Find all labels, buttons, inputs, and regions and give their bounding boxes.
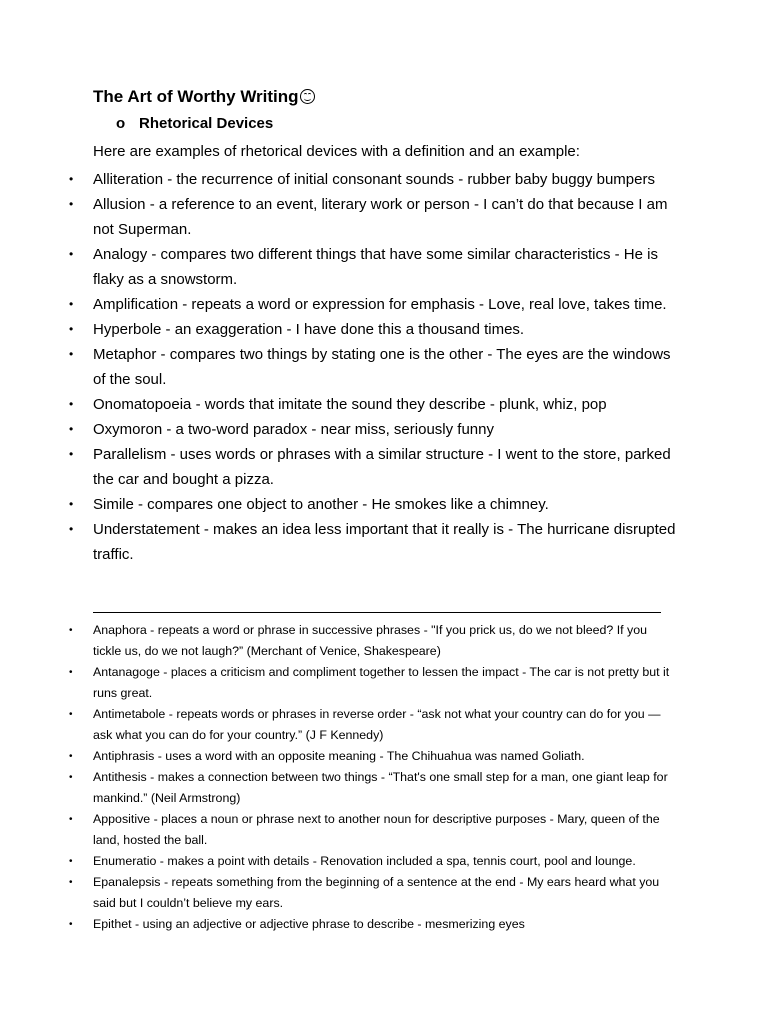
bullet: • [69, 397, 74, 411]
bullet: • [69, 297, 74, 311]
list-item [0, 167, 678, 192]
list-item [0, 417, 678, 442]
list-item [0, 767, 678, 809]
list-item [0, 392, 678, 417]
subheading-text: Rhetorical Devices [139, 115, 274, 132]
list-item-text: Hyperbole - an exaggeration - I have done this a thousand times. [93, 321, 525, 338]
bullet: • [69, 447, 74, 461]
bullet: • [69, 877, 73, 888]
list-item-text: Epithet - using an adjective or adjective phrase to describe - mesmerizing eyes [93, 917, 525, 931]
list-item-text: Appositive - places a noun or phrase next to another noun for descriptive purposes - Mary, queen of the land, hosted the ball. [93, 812, 660, 847]
bullet: • [69, 522, 74, 536]
list-item [0, 746, 678, 767]
main-device-list [0, 167, 768, 567]
bullet: • [69, 709, 73, 720]
bullet: • [69, 751, 73, 762]
list-item-text: Antimetabole - repeats words or phrases in reverse order - “ask not what your country can do for you — ask what you can do for your country.” (J F Kennedy) [93, 707, 661, 742]
document-title [93, 86, 315, 108]
smiley-face-icon [300, 89, 315, 104]
list-item [0, 342, 678, 392]
list-item [0, 872, 678, 914]
list-item-text: Understatement - makes an idea less important that it really is - The hurricane disrupted traffic. [93, 521, 676, 563]
bullet: • [69, 814, 73, 825]
bullet: • [69, 347, 74, 361]
list-item-text: Oxymoron - a two-word paradox - near miss, seriously funny [93, 421, 494, 438]
intro-paragraph: Here are examples of rhetorical devices with a definition and an example: [93, 143, 580, 160]
list-item-text: Enumeratio - makes a point with details - Renovation included a spa, tennis court, pool and lounge. [93, 854, 636, 868]
list-item-text: Anaphora - repeats a word or phrase in successive phrases - "If you prick us, do we not bleed? If you tickle us, do we not laugh?” (Merchant of Venice, Shakespeare) [93, 623, 648, 658]
list-item-text: Epanalepsis - repeats something from the beginning of a sentence at the end - My ears heard what you said but I couldn’t believe my ears. [93, 875, 660, 910]
document-title-text: The Art of Worthy Writing [93, 87, 299, 106]
subheading-bullet: o [116, 115, 126, 132]
list-item-text: Antithesis - makes a connection between two things - “That's one small step for a man, one giant leap for mankind.” (Neil Armstrong) [93, 770, 668, 805]
list-item [0, 914, 678, 935]
subheading [116, 114, 273, 134]
secondary-device-list [0, 620, 768, 935]
bullet: • [69, 772, 73, 783]
list-item [0, 662, 678, 704]
list-item [0, 492, 678, 517]
list-item-text: Onomatopoeia - words that imitate the sound they describe - plunk, whiz, pop [93, 396, 607, 413]
list-item-text: Amplification - repeats a word or expression for emphasis - Love, real love, takes time. [93, 296, 667, 313]
bullet: • [69, 422, 74, 436]
list-item [0, 704, 678, 746]
list-item [0, 517, 678, 567]
bullet: • [69, 197, 74, 211]
list-item [0, 851, 678, 872]
bullet: • [69, 856, 73, 867]
bullet: • [69, 247, 74, 261]
list-item-text: Allusion - a reference to an event, literary work or person - I can’t do that because I am not Superman. [93, 196, 668, 238]
list-item-text: Analogy - compares two different things that have some similar characteristics - He is flaky as a snowstorm. [93, 246, 658, 288]
bullet: • [69, 497, 74, 511]
list-item [0, 242, 678, 292]
list-item-text: Antiphrasis - uses a word with an opposite meaning - The Chihuahua was named Goliath. [93, 749, 585, 763]
list-item [0, 442, 678, 492]
list-item-text: Parallelism - uses words or phrases with a similar structure - I went to the store, parked the car and bought a pizza. [93, 446, 671, 488]
list-item-text: Simile - compares one object to another - He smokes like a chimney. [93, 496, 549, 513]
bullet: • [69, 322, 74, 336]
bullet: • [69, 172, 74, 186]
list-item [0, 192, 678, 242]
list-item [0, 809, 678, 851]
list-item [0, 620, 678, 662]
list-item-text: Antanagoge - places a criticism and compliment together to lessen the impact - The car is not pretty but it runs great. [93, 665, 670, 700]
list-item [0, 292, 678, 317]
bullet: • [69, 919, 73, 930]
list-item-text: Metaphor - compares two things by stating one is the other - The eyes are the windows of the soul. [93, 346, 671, 388]
list-item [0, 317, 678, 342]
bullet: • [69, 625, 73, 636]
bullet: • [69, 667, 73, 678]
horizontal-rule [93, 612, 661, 613]
list-item-text: Alliteration - the recurrence of initial consonant sounds - rubber baby buggy bumpers [93, 171, 655, 188]
